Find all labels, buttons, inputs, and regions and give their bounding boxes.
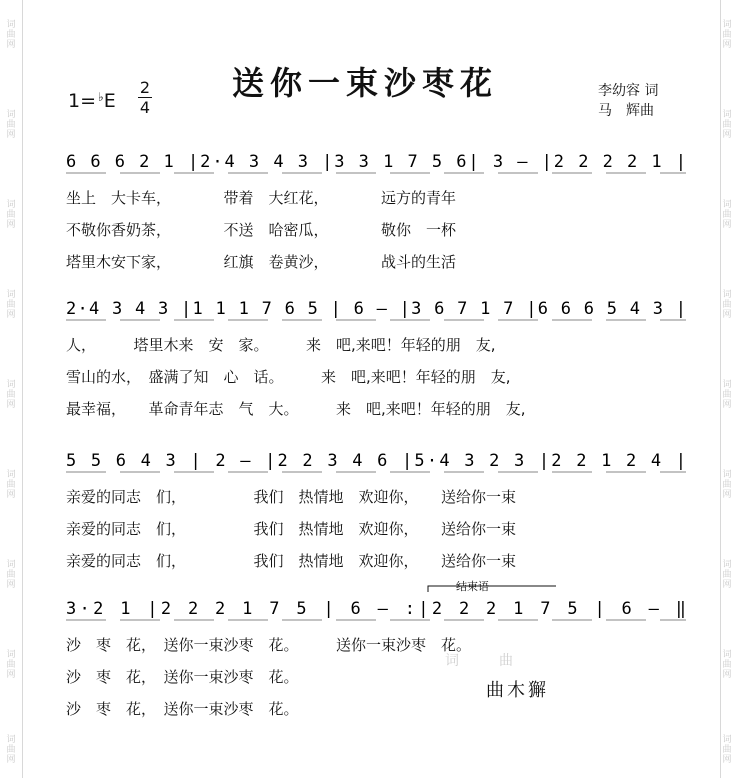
lyric-line: 沙 枣 花， 送你一束沙枣 花。 (66, 668, 299, 686)
lyric-line: 最幸福， 革命青年志 气 大。 来 吧,来吧！年轻的朋 友, (66, 400, 526, 418)
lyric-line: 坐上 大卡车， 带着 大红花， 远方的青年 (66, 189, 457, 207)
watermark-text: 词 曲 网 (722, 290, 732, 320)
notation-row: 2·4 3 4 3 |1 1 1 7 6 5 | 6 — |3 6 7 1 7 |6 6 6 5 4 3 | (66, 299, 687, 319)
notation-row: 5 5 6 4 3 | 2 — |2 2 3 4 6 |5·4 3 2 3 |2 2 1 2 4 | (66, 451, 686, 471)
time-signature-top: 2 (139, 78, 151, 97)
watermark-text: 词 曲 网 (6, 470, 16, 500)
watermark-text: 词 曲 网 (6, 110, 16, 140)
watermark-text: 词 曲 网 (6, 200, 16, 230)
watermark-text: 词 曲 网 (6, 560, 16, 590)
song-title: 送你一束沙枣花 (232, 64, 499, 102)
lyric-line: 沙 枣 花， 送你一束沙枣 花。 (66, 700, 299, 718)
lyric-line: 塔里木安下家， 红旗 卷黄沙， 战斗的生活 (66, 253, 457, 271)
key-prefix: 1= (68, 90, 97, 112)
watermark-text: 词 曲 网 (722, 200, 732, 230)
watermark-text: 词 曲 网 (6, 735, 16, 765)
flat-symbol: ♭ (98, 90, 104, 104)
watermark-text: 词 曲 网 (6, 20, 16, 50)
watermark-text: 词 曲 网 (722, 650, 732, 680)
lyric-line: 雪山的水， 盛满了知 心 话。 来 吧,来吧！年轻的朋 友, (66, 368, 511, 386)
watermark-text: 词 曲 网 (722, 20, 732, 50)
faint-seal-text: 词曲 (445, 653, 553, 669)
watermark-text: 词 曲 网 (722, 735, 732, 765)
watermark-text: 词 曲 网 (722, 110, 732, 140)
watermark-text: 词 曲 网 (6, 380, 16, 410)
watermark-text: 词 曲 网 (722, 380, 732, 410)
lyric-line: 不敬你香奶茶， 不送 哈密瓜， 敬你 一杯 (66, 221, 457, 239)
notation-row: 6 6 6 2 1 |2·4 3 4 3 |3 3 1 7 5 6| 3 — |2 2 2 2 1 | (66, 152, 686, 172)
ending-bracket (428, 586, 556, 592)
watermark-text: 词 曲 网 (722, 470, 732, 500)
notation-row: 3·2 1 |2 2 2 1 7 5 | 6 — :|2 2 2 1 7 5 | 6 — ‖ (66, 599, 687, 619)
lyricist-credit: 李幼容 词 (598, 83, 659, 99)
composer-credit: 马 辉曲 (598, 103, 654, 119)
watermark-text: 词 曲 网 (722, 560, 732, 590)
ending-label: 结束语 (456, 580, 489, 593)
watermark-text: 词 曲 网 (6, 650, 16, 680)
lyric-line: 亲爱的同志 们， 我们 热情地 欢迎你， 送给你一束 (66, 520, 517, 538)
watermark-text: 词 曲 网 (6, 290, 16, 320)
lyric-line: 人， 塔里木来 安 家。 来 吧,来吧！年轻的朋 友, (66, 336, 496, 354)
lyric-line: 亲爱的同志 们， 我们 热情地 欢迎你， 送给你一束 (66, 488, 517, 506)
key-note: E (103, 90, 116, 112)
lyric-line: 亲爱的同志 们， 我们 热情地 欢迎你， 送给你一束 (66, 552, 517, 570)
time-signature-bottom: 4 (139, 98, 151, 117)
artist-seal: 曲木獬 (486, 680, 549, 701)
lyric-line: 沙 枣 花， 送你一束沙枣 花。 送你一束沙枣 花。 (66, 636, 472, 654)
